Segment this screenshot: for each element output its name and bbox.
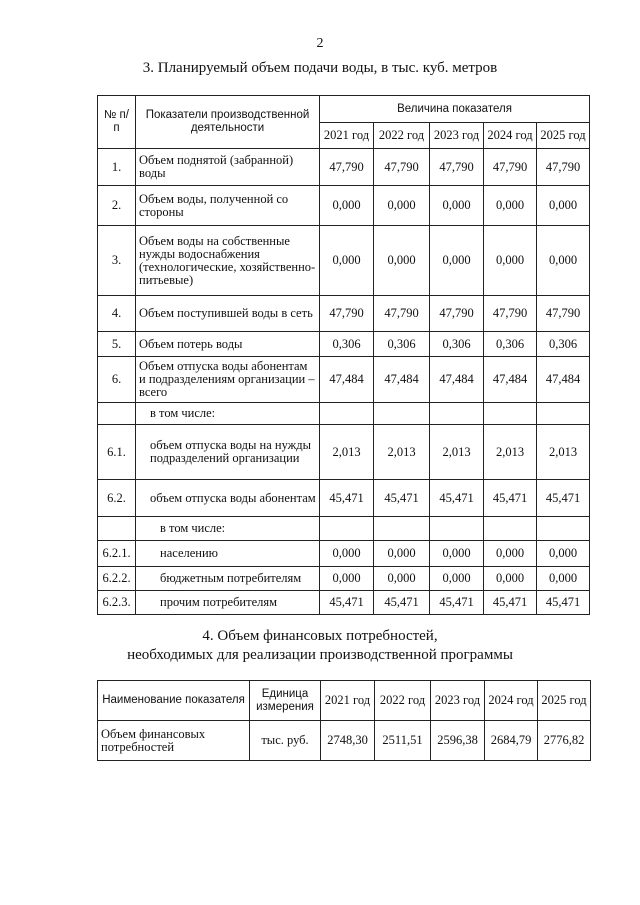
- row-value: 45,471: [374, 591, 430, 615]
- row-label: в том числе:: [136, 403, 320, 425]
- row-value: 2511,51: [375, 721, 431, 761]
- row-value: 0,000: [537, 226, 590, 296]
- row-value: [484, 517, 537, 541]
- page-number: 2: [316, 36, 324, 51]
- row-value: 0,000: [484, 567, 537, 591]
- row-value: 0,000: [537, 541, 590, 567]
- row-value: 0,306: [537, 332, 590, 357]
- header-year: 2025 год: [537, 123, 590, 149]
- row-value: 45,471: [484, 591, 537, 615]
- table-row: [98, 403, 590, 425]
- row-value: 2776,82: [538, 721, 591, 761]
- row-value: 0,000: [430, 226, 484, 296]
- row-value: 47,484: [430, 357, 484, 403]
- row-value: 2,013: [320, 425, 374, 480]
- header-name: Наименование показателя: [98, 681, 250, 721]
- table-row: [98, 517, 590, 541]
- row-value: 45,471: [430, 480, 484, 517]
- row-label: бюджетным потребителям: [136, 567, 320, 591]
- header-indicator: Показатели производственной деятельности: [136, 96, 320, 149]
- table-row: [98, 480, 590, 517]
- row-label: объем отпуска воды абонентам: [136, 480, 320, 517]
- row-value: 0,000: [374, 186, 430, 226]
- row-label: Объем поднятой (забранной) воды: [136, 149, 320, 186]
- row-num: 4.: [98, 296, 136, 332]
- row-value: 47,790: [374, 149, 430, 186]
- row-value: 0,306: [430, 332, 484, 357]
- row-value: 45,471: [484, 480, 537, 517]
- row-label: в том числе:: [136, 517, 320, 541]
- row-value: 45,471: [374, 480, 430, 517]
- header-year: 2022 год: [374, 123, 430, 149]
- row-value: 0,000: [320, 541, 374, 567]
- row-value: 47,790: [430, 149, 484, 186]
- row-label: прочим потребителям: [136, 591, 320, 615]
- row-num: 6.: [98, 357, 136, 403]
- section4-title-line2: необходимых для реализации производственной программы: [127, 647, 513, 663]
- row-value: 0,000: [374, 541, 430, 567]
- row-value: 0,000: [484, 541, 537, 567]
- row-value: 47,790: [374, 296, 430, 332]
- row-label: Объем отпуска воды абонентам и подразделениям организации – всего: [136, 357, 320, 403]
- row-num: [98, 403, 136, 425]
- row-value: 2684,79: [485, 721, 538, 761]
- row-label: Объем поступившей воды в сеть: [136, 296, 320, 332]
- row-value: 45,471: [320, 591, 374, 615]
- row-value: [484, 403, 537, 425]
- row-value: 47,790: [537, 296, 590, 332]
- table-row: [98, 186, 590, 226]
- header-year: 2023 год: [430, 123, 484, 149]
- row-value: 47,790: [430, 296, 484, 332]
- row-value: 0,000: [374, 567, 430, 591]
- row-value: 2596,38: [431, 721, 485, 761]
- header-year: 2025 год: [538, 681, 591, 721]
- row-num: [98, 517, 136, 541]
- row-num: 6.1.: [98, 425, 136, 480]
- row-value: 47,484: [537, 357, 590, 403]
- row-label: Объем воды, полученной со стороны: [136, 186, 320, 226]
- row-label: Объем потерь воды: [136, 332, 320, 357]
- row-value: 0,000: [484, 186, 537, 226]
- financial-needs-table: [97, 680, 591, 761]
- row-value: [320, 403, 374, 425]
- row-value: 0,000: [537, 186, 590, 226]
- header-year: 2024 год: [485, 681, 538, 721]
- row-value: [320, 517, 374, 541]
- row-label: Объем воды на собственные нужды водоснабжения (технологические, хозяйственно-питьевые): [136, 226, 320, 296]
- row-num: 2.: [98, 186, 136, 226]
- row-value: 45,471: [430, 591, 484, 615]
- header-year: 2024 год: [484, 123, 537, 149]
- header-year: 2021 год: [321, 681, 375, 721]
- table-row: [98, 541, 590, 567]
- row-value: 0,000: [374, 226, 430, 296]
- row-value: 45,471: [320, 480, 374, 517]
- row-value: 0,000: [430, 541, 484, 567]
- row-value: 2,013: [374, 425, 430, 480]
- row-value: 0,000: [484, 226, 537, 296]
- header-year: 2022 год: [375, 681, 431, 721]
- row-value: 2,013: [484, 425, 537, 480]
- row-value: 2,013: [537, 425, 590, 480]
- row-value: 45,471: [537, 591, 590, 615]
- row-value: 0,000: [320, 226, 374, 296]
- row-value: 2748,30: [321, 721, 375, 761]
- row-value: [374, 517, 430, 541]
- row-num: 6.2.2.: [98, 567, 136, 591]
- row-value: 47,790: [320, 149, 374, 186]
- row-value: 0,306: [320, 332, 374, 357]
- table-row: [98, 425, 590, 480]
- water-supply-table: [97, 95, 590, 615]
- header-year: 2021 год: [320, 123, 374, 149]
- row-value: 0,000: [537, 567, 590, 591]
- table-row: [98, 226, 590, 296]
- row-value: 47,484: [374, 357, 430, 403]
- row-value: [537, 403, 590, 425]
- row-value: 47,790: [484, 149, 537, 186]
- row-value: 47,790: [320, 296, 374, 332]
- row-value: [430, 403, 484, 425]
- row-num: 6.2.: [98, 480, 136, 517]
- row-value: 0,000: [320, 186, 374, 226]
- row-num: 6.2.3.: [98, 591, 136, 615]
- table-row: [98, 591, 590, 615]
- row-label: объем отпуска воды на нужды подразделений организации: [136, 425, 320, 480]
- row-value: 47,790: [537, 149, 590, 186]
- table-row: [98, 721, 591, 761]
- row-value: 0,000: [430, 186, 484, 226]
- section4-title: [0, 627, 640, 665]
- row-num: 6.2.1.: [98, 541, 136, 567]
- table-row: [98, 296, 590, 332]
- section3-title: 3. Планируемый объем подачи воды, в тыс. куб. метров: [142, 60, 498, 76]
- row-value: 47,790: [484, 296, 537, 332]
- table-row: [98, 357, 590, 403]
- row-value: 0,306: [374, 332, 430, 357]
- row-value: 0,000: [320, 567, 374, 591]
- row-value: 47,484: [484, 357, 537, 403]
- row-value: 47,484: [320, 357, 374, 403]
- table-row: [98, 332, 590, 357]
- row-label: населению: [136, 541, 320, 567]
- section4-title-line1: 4. Объем финансовых потребностей,: [202, 628, 438, 644]
- header-unit: Единица измерения: [250, 681, 321, 721]
- row-value: [374, 403, 430, 425]
- row-value: 0,306: [484, 332, 537, 357]
- row-value: [537, 517, 590, 541]
- header-year: 2023 год: [431, 681, 485, 721]
- row-unit: тыс. руб.: [250, 721, 321, 761]
- row-num: 5.: [98, 332, 136, 357]
- row-value: 0,000: [430, 567, 484, 591]
- table-row: [98, 567, 590, 591]
- header-value: Величина показателя: [320, 96, 590, 123]
- row-value: [430, 517, 484, 541]
- row-label: Объем финансовых потребностей: [98, 721, 250, 761]
- row-value: 45,471: [537, 480, 590, 517]
- row-num: 1.: [98, 149, 136, 186]
- row-num: 3.: [98, 226, 136, 296]
- header-num: № п/п: [98, 96, 136, 149]
- row-value: 2,013: [430, 425, 484, 480]
- table-row: [98, 149, 590, 186]
